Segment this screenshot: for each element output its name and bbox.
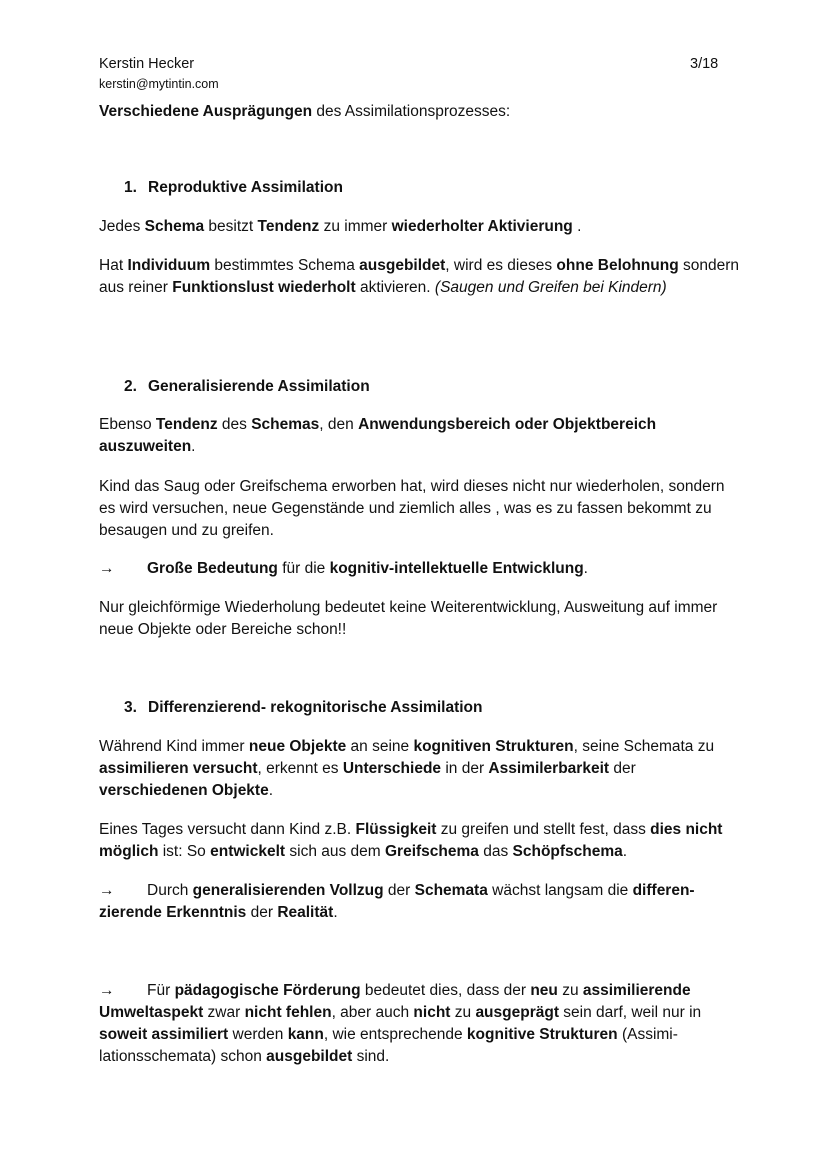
section-2-paragraph-3: Nur gleichförmige Wiederholung bedeutet keine Weiterentwicklung, Ausweitung auf immer neue Objekte oder Bereiche schon!! bbox=[99, 599, 718, 638]
section-2-arrow-point: → Große Bedeutung für die kognitiv-intellektuelle Entwicklung. bbox=[99, 558, 739, 580]
section-3-arrow-point: → Durch generalisierenden Vollzug der Schemata wächst langsam die differen-zierende Erkenntnis der Realität. bbox=[99, 882, 695, 921]
section-1-paragraph-2: Hat Individuum bestimmtes Schema ausgebildet, wird es dieses ohne Belohnung sondern aus reiner Funktionslust wiederholt aktivieren. (Saugen und Greifen bei Kindern) bbox=[99, 257, 740, 296]
section-2-paragraph-2: Kind das Saug oder Greifschema erworben hat, wird dieses nicht nur wiederholen, sondern es wird versuchen, neue Gegenstände und ziemlich alles , was es zu fassen bekommt zu besaugen und zu greifen. bbox=[99, 478, 725, 539]
page-number: 3/18 bbox=[690, 56, 719, 72]
section-3-heading: 3. Differenzierend- rekognitorische Assimilation bbox=[124, 699, 483, 716]
section-2-paragraph-1: Ebenso Tendenz des Schemas, den Anwendungsbereich oder Objektbereich auszuweiten. bbox=[99, 416, 657, 455]
section-2-heading: 2. Generalisierende Assimilation bbox=[124, 378, 370, 395]
author-name: Kerstin Hecker bbox=[99, 56, 195, 72]
author-email: kerstin@mytintin.com bbox=[99, 77, 219, 91]
intro-line: Verschiedene Ausprägungen des Assimilationsprozesses: bbox=[99, 103, 511, 120]
arrow-icon: → bbox=[99, 982, 115, 999]
section-3-paragraph-2: Eines Tages versucht dann Kind z.B. Flüssigkeit zu greifen und stellt fest, dass dies nicht möglich ist: So entwickelt sich aus dem Greifschema das Schöpfschema. bbox=[99, 821, 723, 860]
arrow-icon: → bbox=[99, 560, 115, 577]
section-1-heading: 1. Reproduktive Assimilation bbox=[124, 179, 343, 196]
section-3-paragraph-1: Während Kind immer neue Objekte an seine kognitiven Strukturen, seine Schemata zu assimilieren versucht, erkennt es Unterschiede in der Assimilerbarkeit der verschiedenen Objekte. bbox=[99, 738, 715, 799]
arrow-icon: → bbox=[99, 882, 115, 899]
conclusion-paragraph: → Für pädagogische Förderung bedeutet dies, dass der neu zu assimilierende Umweltaspekt zwar nicht fehlen, aber auch nicht zu ausgeprägt sein darf, weil nur in soweit assimiliert werden kann, wie entsprechende kognitive Strukturen (Assimi-lationsschemata) schon ausgebildet sind. bbox=[99, 982, 702, 1065]
section-1-paragraph-1: Jedes Schema besitzt Tendenz zu immer wiederholter Aktivierung . bbox=[99, 218, 582, 235]
